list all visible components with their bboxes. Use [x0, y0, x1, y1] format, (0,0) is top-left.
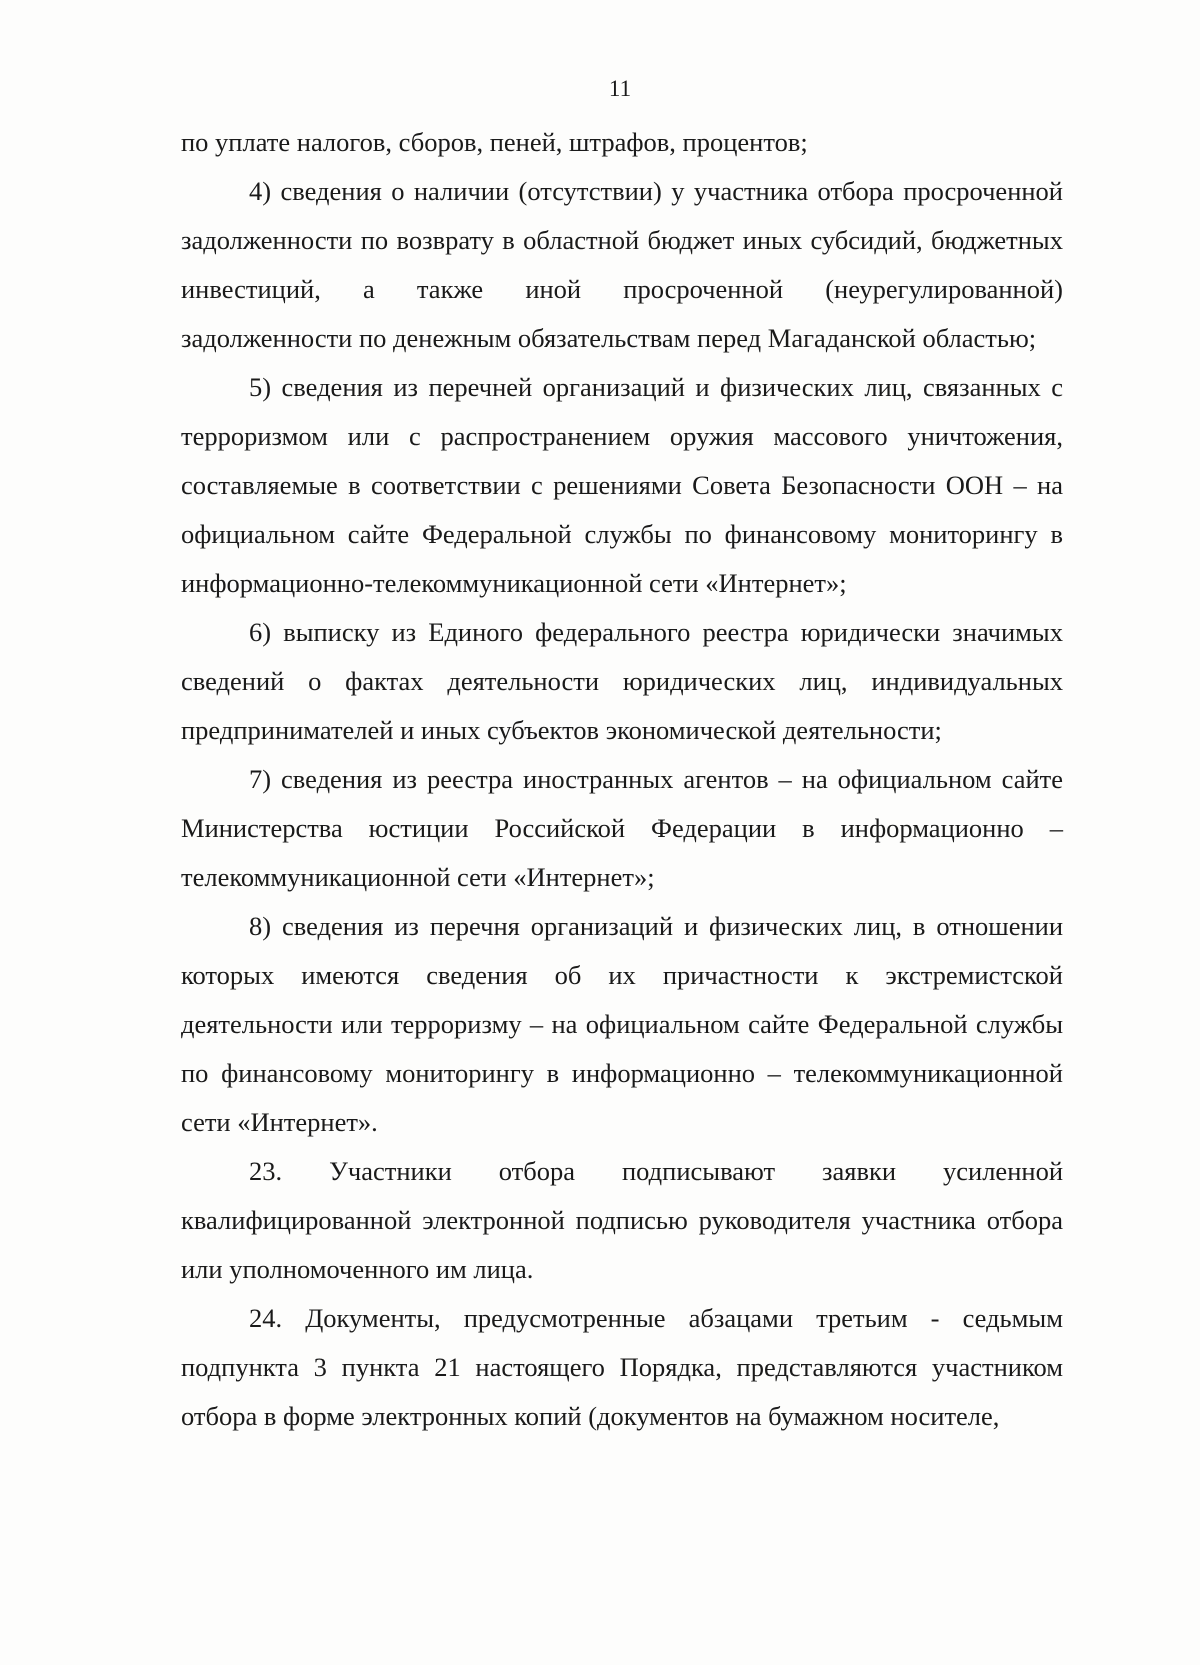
paragraph-item-4: 4) сведения о наличии (отсутствии) у участника отбора просроченной задолженности по возврату в областной бюджет иных субсидий, бюджетных инвестиций, а также иной просроченной (неурегулированной) задолженности по денежным обязательствам перед Магаданской областью; [181, 176, 1063, 353]
paragraph-item-7: 7) сведения из реестра иностранных агентов – на официальном сайте Министерства юстиции Российской Федерации в информационно – телекоммуникационной сети «Интернет»; [181, 764, 1063, 892]
paragraph-continuation: по уплате налогов, сборов, пеней, штрафов, процентов; [181, 127, 808, 157]
document-body [181, 118, 1063, 1441]
paragraph-clause-24: 24. Документы, предусмотренные абзацами третьим - седьмым подпункта 3 пункта 21 настоящего Порядка, представляются участником отбора в форме электронных копий (документов на бумажном носителе, [181, 1303, 1063, 1431]
paragraph-clause-23: 23. Участники отбора подписывают заявки усиленной квалифицированной электронной подписью руководителя участника отбора или уполномоченного им лица. [181, 1156, 1063, 1284]
paragraph-item-5: 5) сведения из перечней организаций и физических лиц, связанных с терроризмом или с распространением оружия массового уничтожения, составляемые в соответствии с решениями Совета Безопасности ООН – на официальном сайте Федеральной службы по финансовому мониторингу в информационно-телекоммуникационной сети «Интернет»; [181, 372, 1063, 598]
page-number: 11 [608, 76, 632, 101]
paragraph-item-6: 6) выписку из Единого федерального реестра юридически значимых сведений о фактах деятельности юридических лиц, индивидуальных предпринимателей и иных субъектов экономической деятельности; [181, 617, 1063, 745]
paragraph-item-8: 8) сведения из перечня организаций и физических лиц, в отношении которых имеются сведения об их причастности к экстремистской деятельности или терроризму – на официальном сайте Федеральной службы по финансовому мониторингу в информационно – телекоммуникационной сети «Интернет». [181, 911, 1063, 1137]
